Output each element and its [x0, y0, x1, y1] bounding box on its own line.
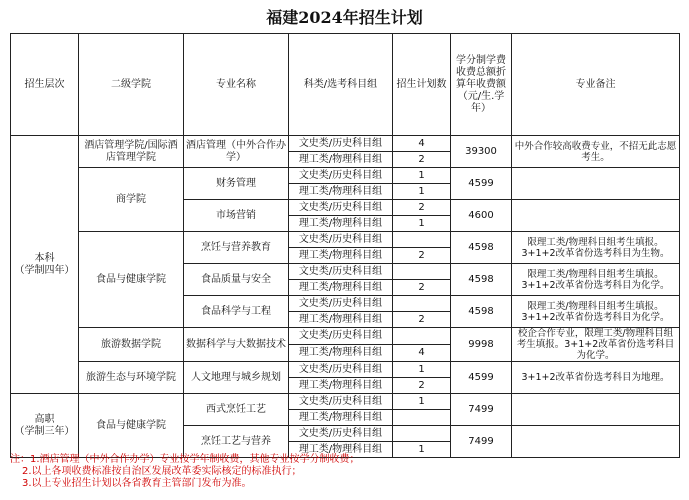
plan-cell: 4	[393, 345, 451, 362]
fee-cell: 4599	[451, 168, 512, 200]
category-cell: 文史类/历史科目组	[289, 232, 393, 248]
fee-cell: 4600	[451, 200, 512, 232]
header-major: 专业名称	[184, 34, 289, 136]
plan-cell	[393, 264, 451, 280]
college-cell: 食品与健康学院	[79, 232, 184, 328]
plan-cell: 2	[393, 248, 451, 264]
category-cell: 文史类/历史科目组	[289, 264, 393, 280]
table-row	[11, 394, 680, 410]
category-cell: 文史类/历史科目组	[289, 200, 393, 216]
remark-cell: 中外合作较高收费专业，不招无此志愿考生。	[512, 136, 680, 168]
header-remark: 专业备注	[512, 34, 680, 136]
major-cell: 烹饪工艺与营养	[184, 426, 289, 458]
footnote-1: 注：1.酒店管理（中外合作办学）专业按学年制收费，其他专业按学分制收费；	[10, 454, 360, 465]
remark-cell: 限理工类/物理科目组考生填报。3+1+2改革省份选考科目为生物。	[512, 232, 680, 264]
remark-cell: 3+1+2改革省份选考科目为地理。	[512, 362, 680, 394]
header-college: 二级学院	[79, 34, 184, 136]
plan-cell: 1	[393, 168, 451, 184]
remark-cell	[512, 426, 680, 458]
category-cell: 理工类/物理科目组	[289, 345, 393, 362]
plan-cell	[393, 296, 451, 312]
fee-cell: 7499	[451, 394, 512, 426]
table-row	[11, 328, 680, 345]
college-cell: 旅游生态与环境学院	[79, 362, 184, 394]
fee-cell: 7499	[451, 426, 512, 458]
category-cell: 理工类/物理科目组	[289, 184, 393, 200]
category-cell: 文史类/历史科目组	[289, 362, 393, 378]
category-cell: 文史类/历史科目组	[289, 296, 393, 312]
remark-cell	[512, 200, 680, 232]
college-cell: 食品与健康学院	[79, 394, 184, 458]
table-row	[11, 362, 680, 378]
major-cell: 西式烹饪工艺	[184, 394, 289, 426]
header-level: 招生层次	[11, 34, 79, 136]
table-row	[11, 168, 680, 184]
college-cell: 商学院	[79, 168, 184, 232]
fee-cell: 39300	[451, 136, 512, 168]
category-cell: 理工类/物理科目组	[289, 248, 393, 264]
remark-cell: 校企合作专业，限理工类/物理科目组考生填报。3+1+2改革省份选考科目为化学。	[512, 328, 680, 362]
remark-cell	[512, 394, 680, 426]
header-row	[11, 34, 680, 136]
plan-cell: 1	[393, 442, 451, 458]
college-cell: 旅游数据学院	[79, 328, 184, 362]
plan-cell	[393, 328, 451, 345]
level-vocational: 高职 （学制三年）	[11, 394, 79, 458]
category-cell: 理工类/物理科目组	[289, 378, 393, 394]
footnotes	[10, 454, 679, 490]
plan-cell: 1	[393, 394, 451, 410]
fee-cell: 4598	[451, 296, 512, 328]
footnote-3: 3.以上专业招生计划以各省教育主管部门发布为准。	[22, 478, 252, 489]
plan-cell: 2	[393, 200, 451, 216]
fee-cell: 4599	[451, 362, 512, 394]
major-cell: 食品科学与工程	[184, 296, 289, 328]
fee-cell: 9998	[451, 328, 512, 362]
category-cell: 理工类/物理科目组	[289, 312, 393, 328]
remark-cell: 限理工类/物理科目组考生填报。3+1+2改革省份选考科目为化学。	[512, 264, 680, 296]
enrollment-plan-table	[10, 33, 680, 458]
plan-cell	[393, 232, 451, 248]
footnote-2: 2.以上各项收费标准按自治区发展改革委实际核定的标准执行；	[22, 466, 302, 477]
major-cell: 人文地理与城乡规划	[184, 362, 289, 394]
level-undergraduate: 本科 （学制四年）	[11, 136, 79, 394]
college-cell: 酒店管理学院/国际酒店管理学院	[79, 136, 184, 168]
plan-cell: 1	[393, 362, 451, 378]
category-cell: 理工类/物理科目组	[289, 410, 393, 426]
major-cell: 财务管理	[184, 168, 289, 200]
plan-cell: 2	[393, 152, 451, 168]
major-cell: 数据科学与大数据技术	[184, 328, 289, 362]
fee-cell: 4598	[451, 232, 512, 264]
fee-cell: 4598	[451, 264, 512, 296]
plan-cell: 1	[393, 184, 451, 200]
category-cell: 理工类/物理科目组	[289, 280, 393, 296]
major-cell: 酒店管理（中外合作办学）	[184, 136, 289, 168]
plan-cell	[393, 410, 451, 426]
major-cell: 烹饪与营养教育	[184, 232, 289, 264]
plan-cell: 2	[393, 312, 451, 328]
table-row	[11, 232, 680, 248]
category-cell: 文史类/历史科目组	[289, 394, 393, 410]
category-cell: 文史类/历史科目组	[289, 168, 393, 184]
table-row	[11, 136, 680, 152]
major-cell: 市场营销	[184, 200, 289, 232]
major-cell: 食品质量与安全	[184, 264, 289, 296]
remark-cell: 限理工类/物理科目组考生填报。3+1+2改革省份选考科目为化学。	[512, 296, 680, 328]
header-plan: 招生计划数	[393, 34, 451, 136]
category-cell: 文史类/历史科目组	[289, 136, 393, 152]
category-cell: 文史类/历史科目组	[289, 328, 393, 345]
header-category: 科类/选考科目组	[289, 34, 393, 136]
category-cell: 文史类/历史科目组	[289, 426, 393, 442]
plan-cell: 2	[393, 280, 451, 296]
category-cell: 理工类/物理科目组	[289, 216, 393, 232]
plan-cell: 1	[393, 216, 451, 232]
page-title: 福建2024年招生计划	[266, 8, 423, 27]
plan-cell: 4	[393, 136, 451, 152]
plan-cell: 2	[393, 378, 451, 394]
category-cell: 理工类/物理科目组	[289, 152, 393, 168]
remark-cell	[512, 168, 680, 200]
category-cell: 理工类/物理科目组	[289, 442, 393, 458]
plan-cell	[393, 426, 451, 442]
header-fee: 学分制学费收费总额折算年收费额（元/生.学年）	[451, 34, 512, 136]
